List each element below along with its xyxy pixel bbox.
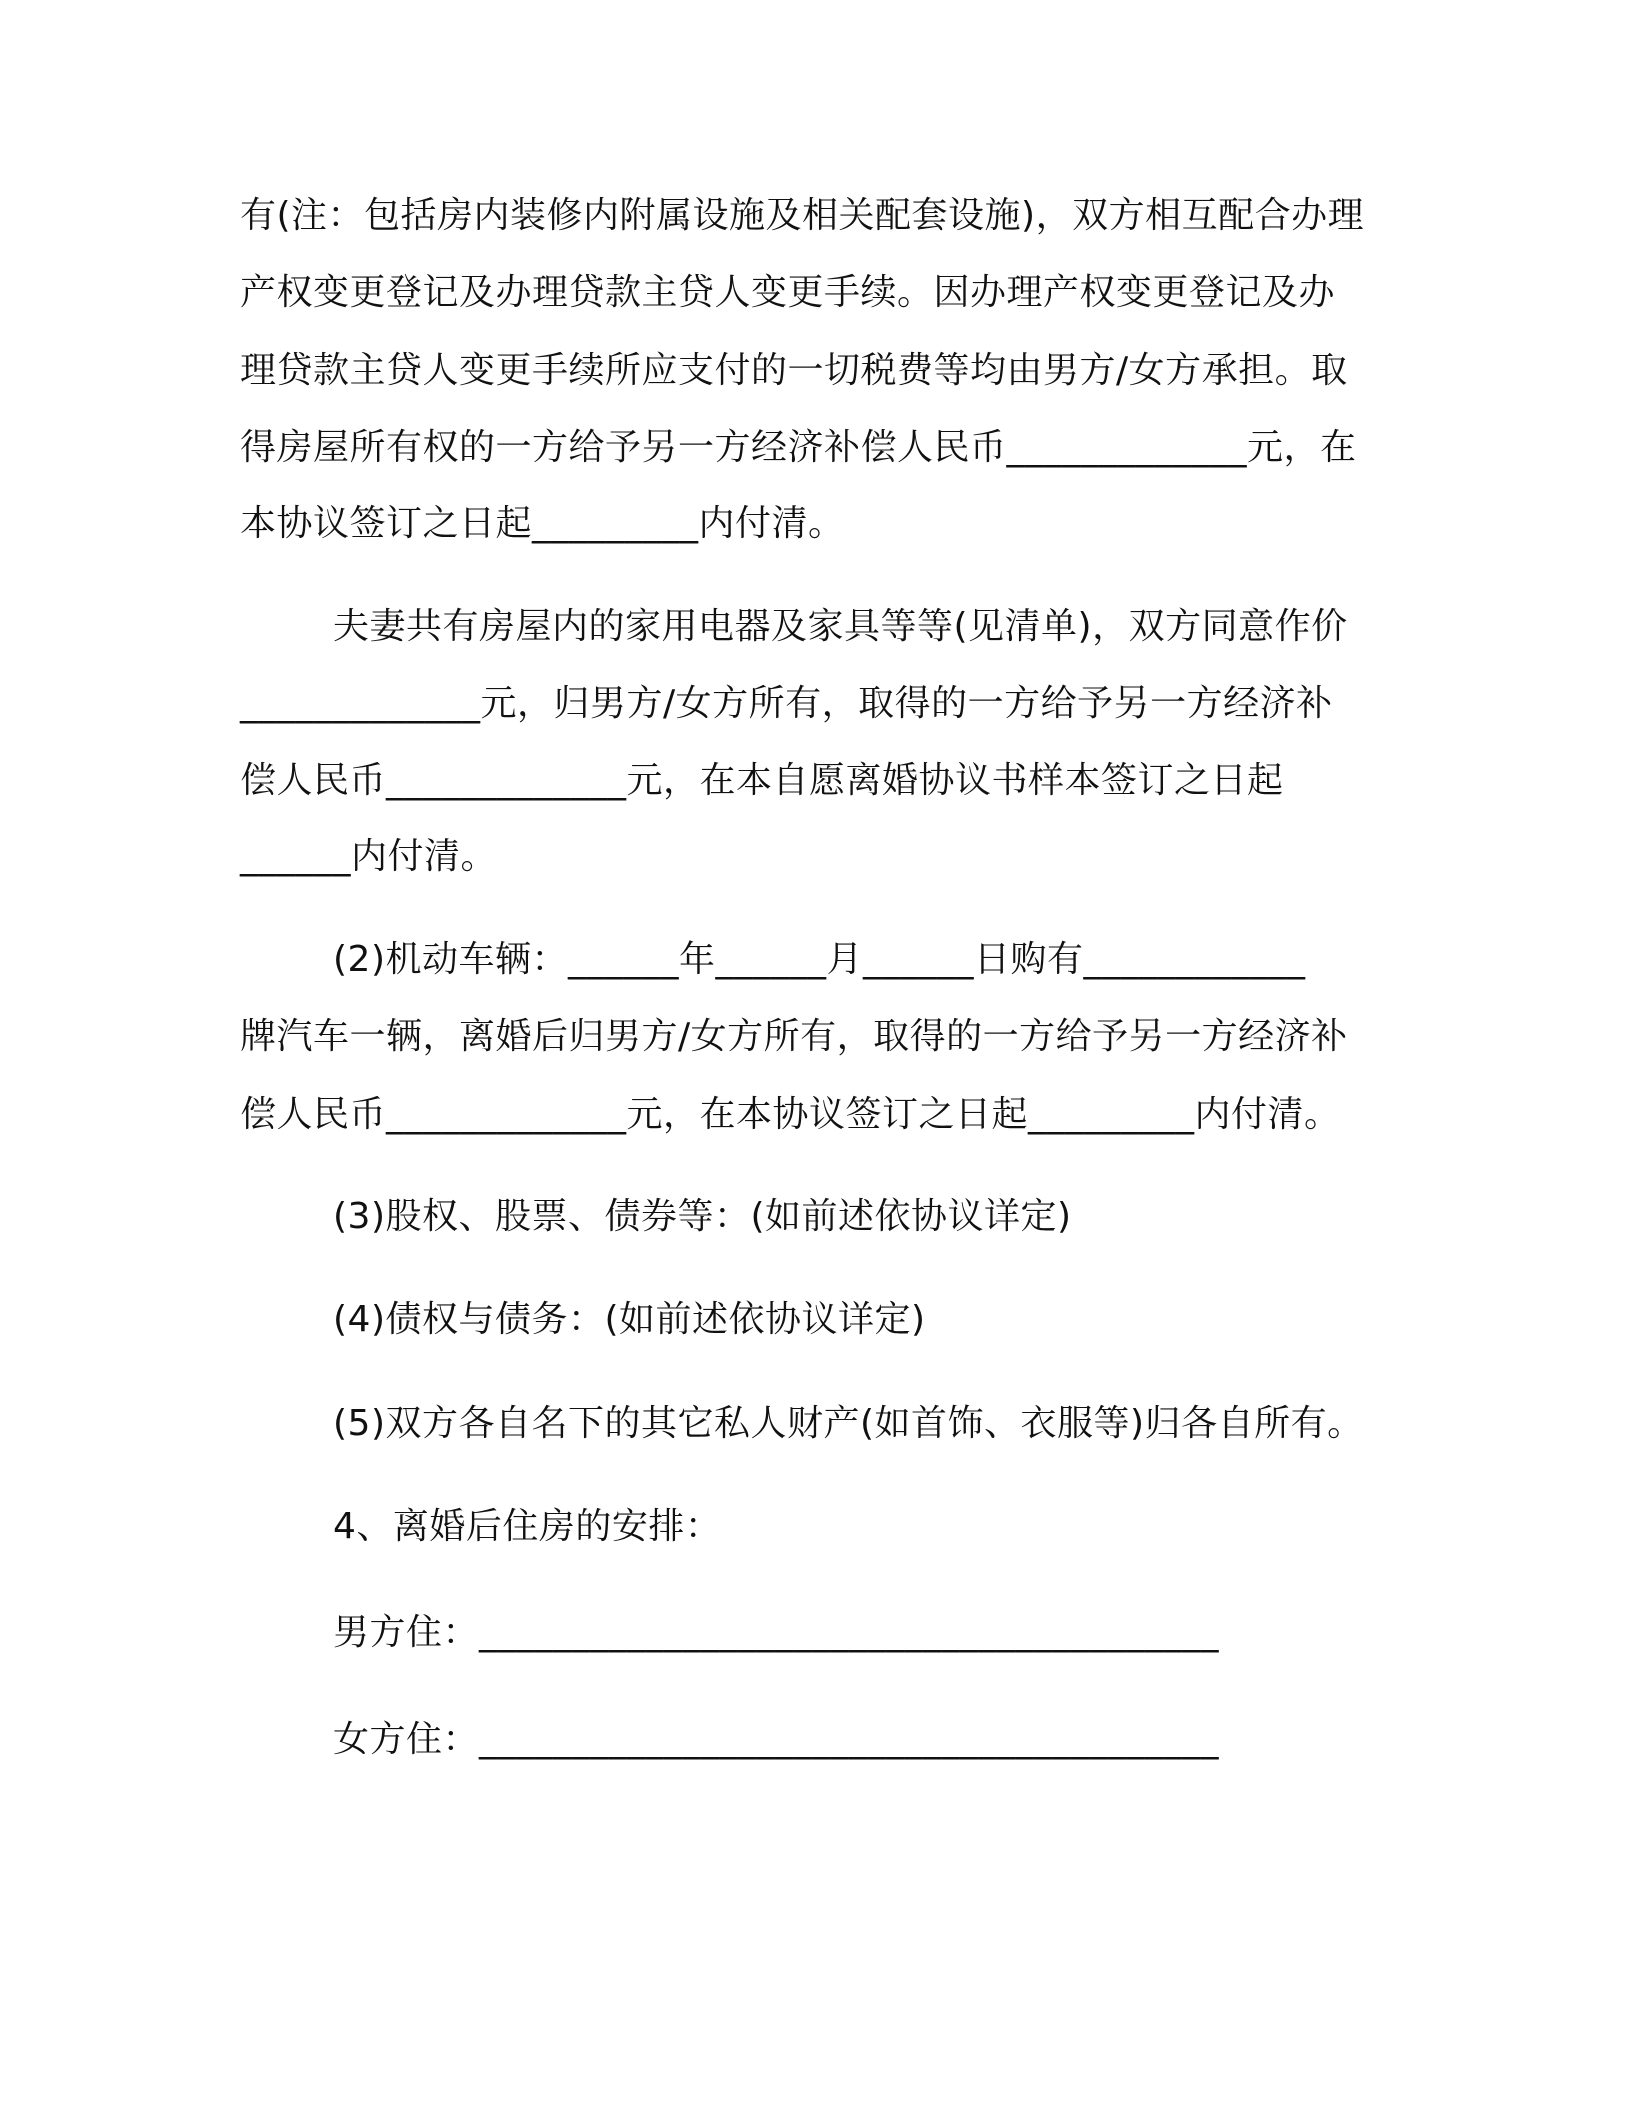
text-line: 本协议签订之日起_________内付清。 — [240, 503, 845, 544]
section-heading: 4、离婚后住房的安排： — [333, 1506, 722, 1547]
text-line: (5)双方各自名下的其它私人财产(如首饰、衣服等)归各自所有。 — [333, 1403, 1364, 1444]
text-line: 产权变更登记及办理贷款主贷人变更手续。因办理产权变更登记及办 — [240, 272, 1336, 313]
male-residence-field: 男方住：________________________________________ — [333, 1612, 1220, 1653]
text-line: 有(注：包括房内装修内附属设施及相关配套设施)，双方相互配合办理 — [240, 195, 1365, 236]
text-line: (4)债权与债务：(如前述依协议详定) — [333, 1299, 926, 1340]
text-line: 偿人民币_____________元，在本协议签订之日起_________内付清。 — [240, 1094, 1341, 1135]
text-line: 偿人民币_____________元，在本自愿离婚协议书样本签订之日起 — [240, 760, 1284, 801]
female-residence-field: 女方住：________________________________________ — [333, 1719, 1220, 1760]
text-line: 得房屋所有权的一方给予另一方经济补偿人民币_____________元，在 — [240, 427, 1357, 468]
text-line: (2)机动车辆：______年______月______日购有____________ — [333, 939, 1306, 980]
text-line: 理贷款主贷人变更手续所应支付的一切税费等均由男方/女方承担。取 — [240, 350, 1348, 391]
text-line: 夫妻共有房屋内的家用电器及家具等等(见清单)，双方同意作价 — [333, 606, 1348, 647]
text-line: (3)股权、股票、债券等：(如前述依协议详定) — [333, 1196, 1072, 1237]
text-line: 牌汽车一辆，离婚后归男方/女方所有，取得的一方给予另一方经济补 — [240, 1016, 1348, 1057]
text-line: ______内付清。 — [240, 836, 498, 877]
text-line: _____________元，归男方/女方所有，取得的一方给予另一方经济补 — [240, 683, 1333, 724]
